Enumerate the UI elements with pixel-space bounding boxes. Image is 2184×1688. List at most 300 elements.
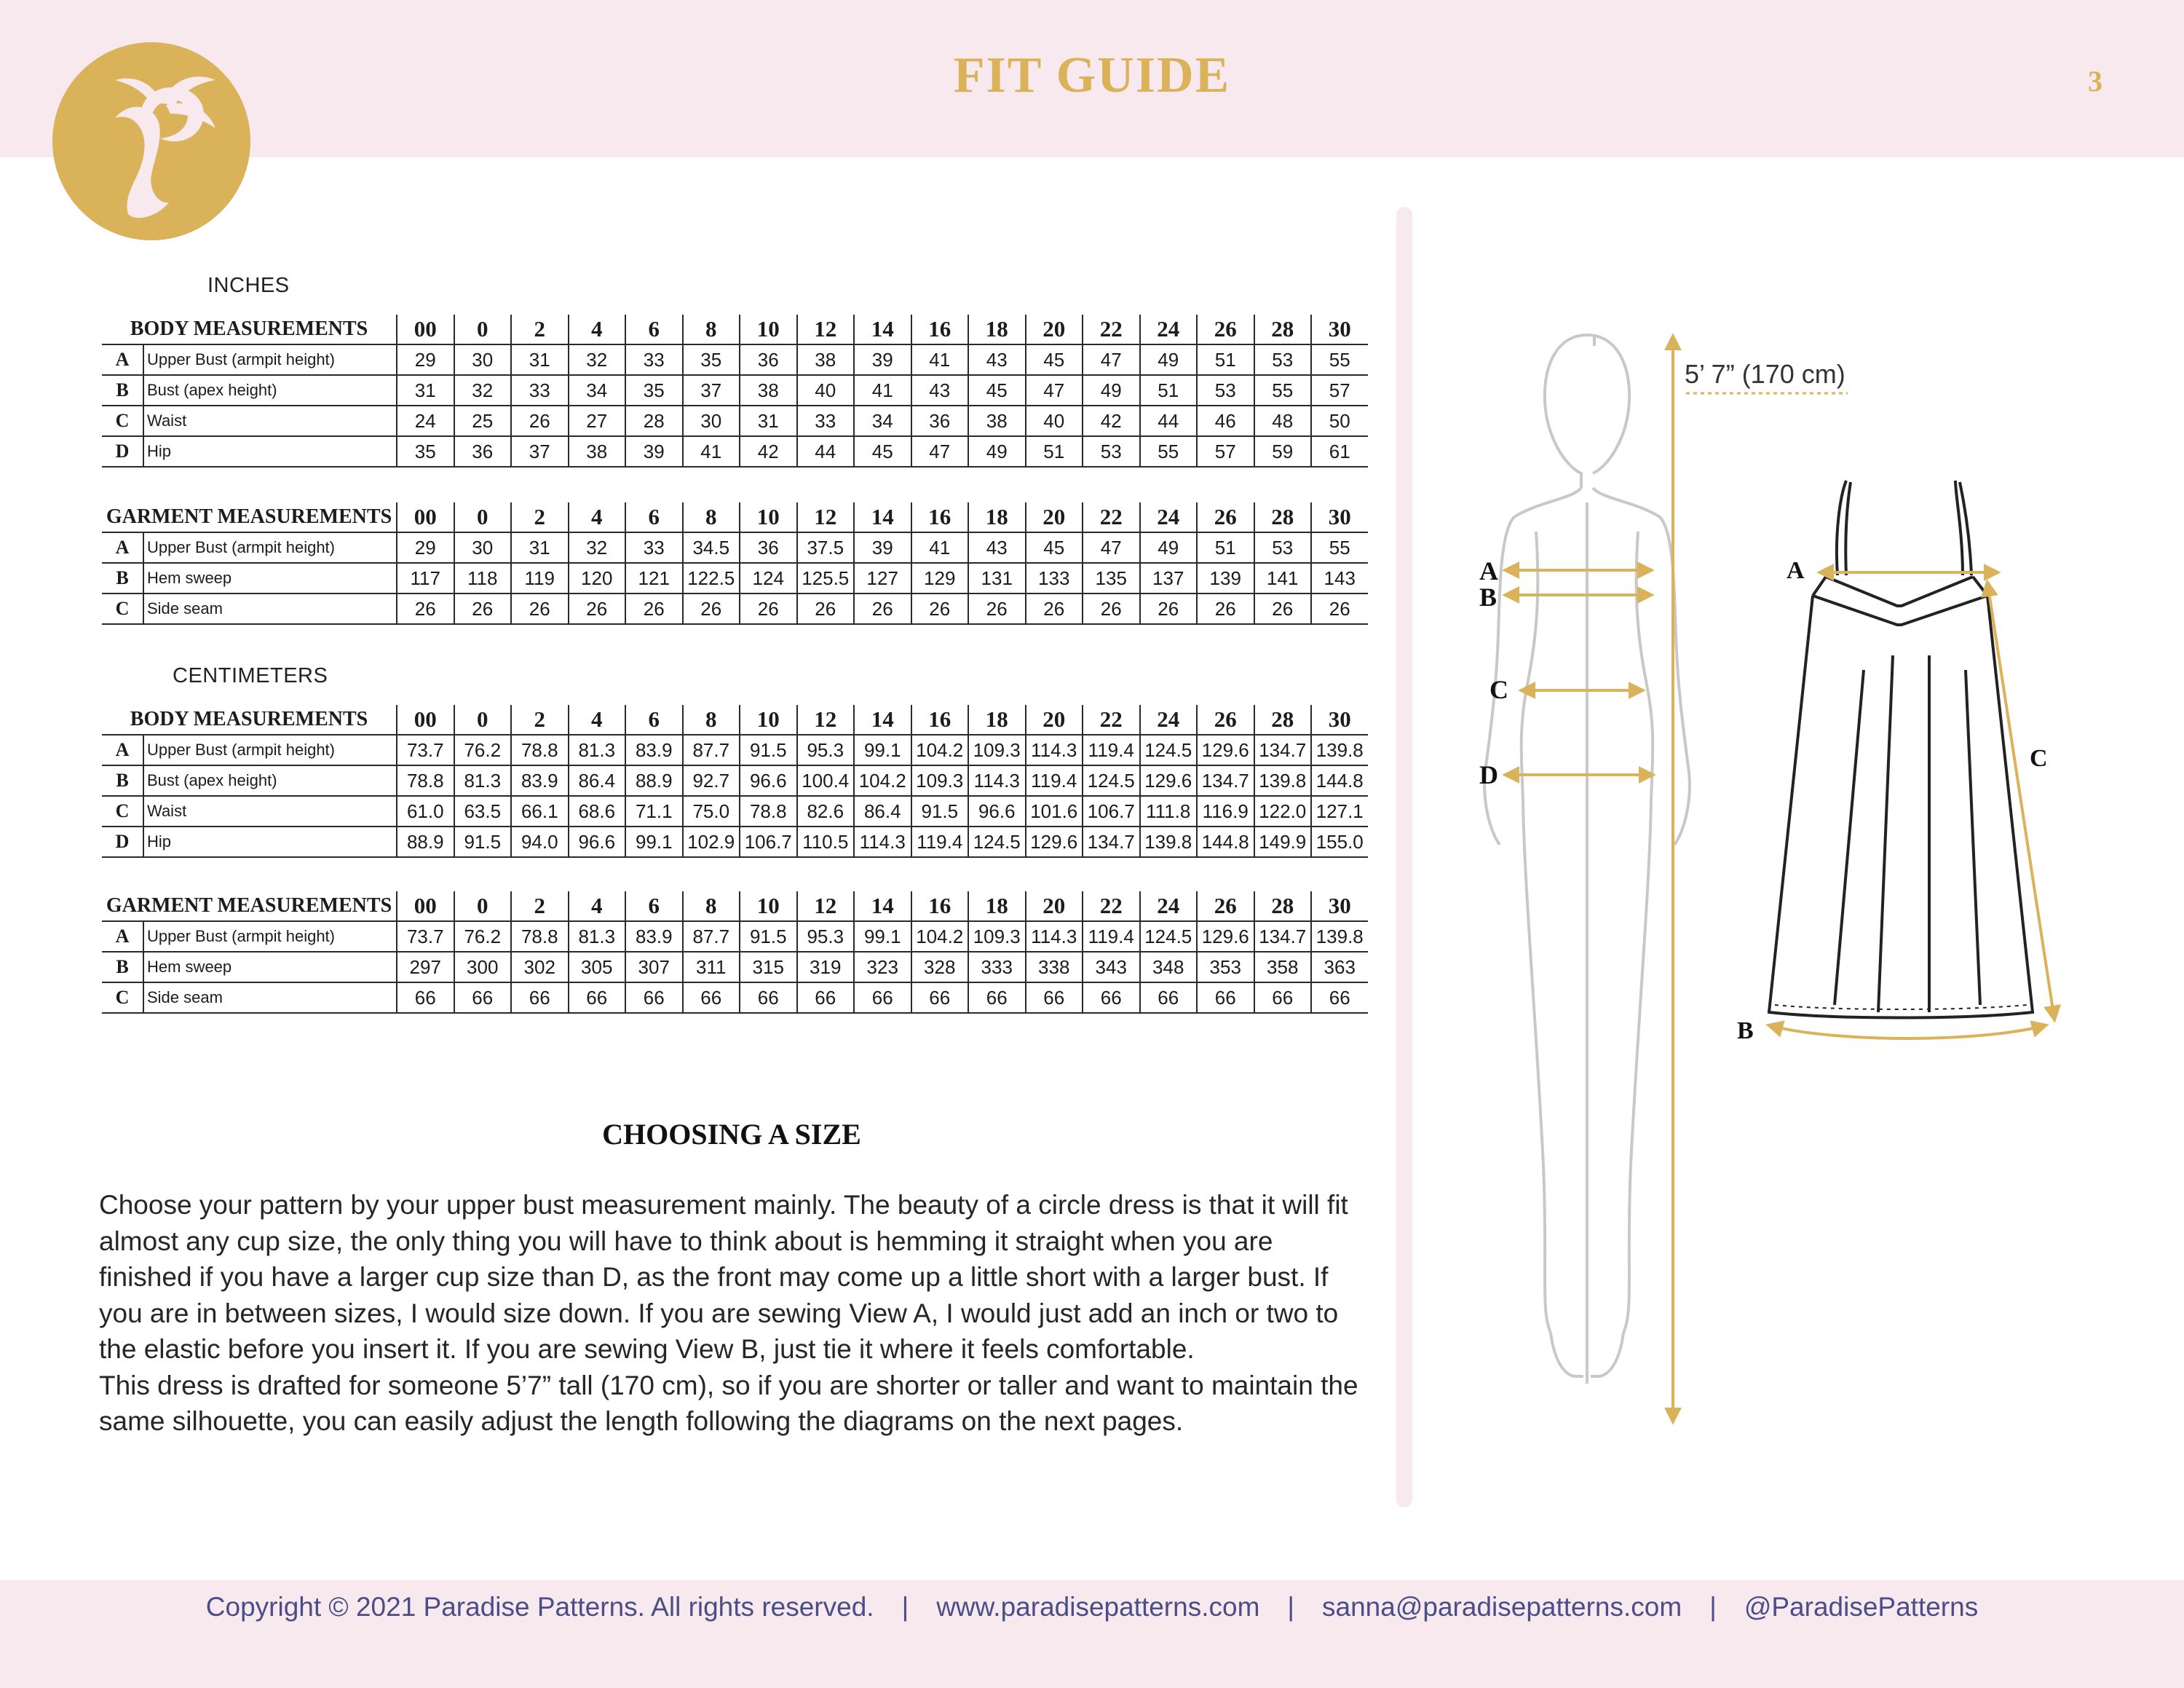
measurement-value: 26 [397, 593, 454, 624]
page-number: 3 [2088, 65, 2102, 98]
size-header: 22 [1083, 705, 1140, 735]
table-header-row [102, 705, 1368, 735]
measurement-value: 134.7 [1197, 765, 1254, 796]
measurement-value: 53 [1254, 532, 1312, 563]
size-header: 30 [1311, 891, 1368, 921]
measurement-value: 32 [454, 375, 512, 406]
measurement-value: 66 [854, 982, 911, 1013]
measurement-value: 53 [1197, 375, 1254, 406]
measurement-value: 81.3 [569, 735, 626, 765]
measurement-value: 47 [911, 436, 969, 467]
size-header: 12 [797, 315, 855, 344]
choosing-size-title: CHOOSING A SIZE [602, 1118, 861, 1151]
measurement-value: 66.1 [511, 796, 569, 827]
measurement-value: 57 [1197, 436, 1254, 467]
measurement-value: 66 [1026, 982, 1083, 1013]
measurement-name: Side seam [143, 593, 397, 624]
measurement-value: 141 [1254, 563, 1312, 593]
measurement-value: 36 [454, 436, 512, 467]
measurement-value: 61 [1311, 436, 1368, 467]
size-header: 28 [1254, 315, 1312, 344]
measurement-value: 81.3 [454, 765, 512, 796]
table-title: GARMENT MEASUREMENTS [102, 502, 397, 532]
measurement-value: 343 [1083, 952, 1140, 982]
measurement-value: 83.9 [511, 765, 569, 796]
size-header: 16 [911, 705, 969, 735]
measurement-value: 44 [797, 436, 855, 467]
measurement-value: 39 [854, 532, 911, 563]
measurement-value: 76.2 [454, 921, 512, 952]
size-header: 22 [1083, 502, 1140, 532]
measurement-value: 99.1 [854, 921, 911, 952]
measurement-value: 300 [454, 952, 512, 982]
measurement-value: 51 [1197, 532, 1254, 563]
height-label: 5’ 7” (170 cm) [1685, 359, 1845, 389]
measurement-value: 29 [397, 344, 454, 375]
measurement-value: 109.3 [911, 765, 969, 796]
measurement-value: 78.8 [511, 735, 569, 765]
measurement-value: 75.0 [683, 796, 740, 827]
measurement-value: 319 [797, 952, 855, 982]
measurement-value: 82.6 [797, 796, 855, 827]
measurement-value: 348 [1140, 952, 1198, 982]
measurement-name: Upper Bust (armpit height) [143, 532, 397, 563]
row-letter: A [102, 532, 143, 563]
measurement-value: 66 [625, 982, 683, 1013]
measurement-value: 117 [397, 563, 454, 593]
measurement-value: 42 [1083, 406, 1140, 436]
measurement-value: 114.3 [854, 827, 911, 857]
measurement-name: Side seam [143, 982, 397, 1013]
size-header: 0 [454, 502, 512, 532]
measurement-value: 96.6 [740, 765, 797, 796]
measurement-value: 37 [511, 436, 569, 467]
row-letter: C [102, 406, 143, 436]
table-row [102, 375, 1368, 406]
measurement-value: 49 [1140, 344, 1198, 375]
measurement-value: 104.2 [854, 765, 911, 796]
measurement-value: 57 [1311, 375, 1368, 406]
measurement-value: 127.1 [1311, 796, 1368, 827]
size-header: 26 [1197, 705, 1254, 735]
measurement-value: 46 [1197, 406, 1254, 436]
size-header: 30 [1311, 705, 1368, 735]
measurement-value: 43 [911, 375, 969, 406]
size-header: 12 [797, 705, 855, 735]
size-header: 10 [740, 315, 797, 344]
measurement-value: 35 [683, 344, 740, 375]
measurement-value: 45 [968, 375, 1026, 406]
row-letter: A [102, 344, 143, 375]
measurement-value: 55 [1140, 436, 1198, 467]
measurement-value: 36 [740, 344, 797, 375]
size-header: 2 [511, 502, 569, 532]
size-header: 4 [569, 705, 626, 735]
row-letter: B [102, 765, 143, 796]
measurement-value: 55 [1311, 344, 1368, 375]
measurement-value: 51 [1140, 375, 1198, 406]
measurement-value: 114.3 [1026, 735, 1083, 765]
size-header: 8 [683, 891, 740, 921]
inches-garment-table [102, 502, 1368, 625]
measurement-value: 83.9 [625, 735, 683, 765]
measurement-value: 41 [683, 436, 740, 467]
body-measure-lines [1506, 570, 1653, 775]
table-row [102, 827, 1368, 857]
table-row [102, 593, 1368, 624]
size-header: 8 [683, 705, 740, 735]
measurement-value: 48 [1254, 406, 1312, 436]
measurement-value: 35 [625, 375, 683, 406]
cm-garment-table [102, 891, 1368, 1014]
measurement-value: 49 [1083, 375, 1140, 406]
row-letter: B [102, 563, 143, 593]
measurement-value: 26 [1197, 593, 1254, 624]
measurement-value: 38 [797, 344, 855, 375]
size-header: 00 [397, 315, 454, 344]
measurement-value: 49 [1140, 532, 1198, 563]
measurement-value: 106.7 [1083, 796, 1140, 827]
measurement-value: 83.9 [625, 921, 683, 952]
measurement-value: 92.7 [683, 765, 740, 796]
cm-body-table [102, 705, 1368, 858]
footer-separator: | [1709, 1592, 1717, 1622]
size-header: 14 [854, 705, 911, 735]
measurement-name: Bust (apex height) [143, 375, 397, 406]
measurement-value: 119.4 [911, 827, 969, 857]
measurement-value: 39 [854, 344, 911, 375]
measurement-value: 311 [683, 952, 740, 982]
row-letter: A [102, 735, 143, 765]
measurement-value: 30 [454, 532, 512, 563]
measurement-value: 59 [1254, 436, 1312, 467]
social-handle[interactable]: @ParadisePatterns [1744, 1592, 1979, 1622]
measurement-name: Hem sweep [143, 563, 397, 593]
measurement-name: Upper Bust (armpit height) [143, 735, 397, 765]
measurement-value: 104.2 [911, 921, 969, 952]
measurement-value: 114.3 [968, 765, 1026, 796]
measurement-value: 99.1 [625, 827, 683, 857]
measurement-value: 66 [1083, 982, 1140, 1013]
measurement-value: 119.4 [1026, 765, 1083, 796]
table-row [102, 532, 1368, 563]
size-header: 16 [911, 891, 969, 921]
dress-measure-labels [1737, 557, 2048, 1044]
measurement-value: 133 [1026, 563, 1083, 593]
measurement-value: 66 [797, 982, 855, 1013]
measurement-value: 86.4 [854, 796, 911, 827]
measurement-value: 31 [511, 532, 569, 563]
size-header: 8 [683, 315, 740, 344]
size-header: 26 [1197, 891, 1254, 921]
measurement-value: 124.5 [1083, 765, 1140, 796]
measurement-name: Hem sweep [143, 952, 397, 982]
size-header: 10 [740, 891, 797, 921]
measurement-value: 87.7 [683, 921, 740, 952]
measurement-value: 26 [797, 593, 855, 624]
measurement-value: 122.5 [683, 563, 740, 593]
measurement-value: 78.8 [397, 765, 454, 796]
measurement-value: 26 [1311, 593, 1368, 624]
measurement-value: 31 [740, 406, 797, 436]
measurement-value: 119.4 [1083, 735, 1140, 765]
size-header: 0 [454, 891, 512, 921]
inches-label: INCHES [207, 274, 290, 297]
measurement-value: 37 [683, 375, 740, 406]
measurement-value: 31 [397, 375, 454, 406]
measurement-value: 100.4 [797, 765, 855, 796]
measurement-value: 94.0 [511, 827, 569, 857]
table-row [102, 796, 1368, 827]
size-header: 26 [1197, 502, 1254, 532]
measurement-value: 26 [1026, 593, 1083, 624]
size-header: 24 [1140, 891, 1198, 921]
measurement-value: 358 [1254, 952, 1312, 982]
measurement-value: 76.2 [454, 735, 512, 765]
measurement-value: 26 [968, 593, 1026, 624]
measurement-value: 134.7 [1254, 921, 1312, 952]
height-measure [1673, 336, 1848, 1421]
measurement-value: 27 [569, 406, 626, 436]
measurement-value: 149.9 [1254, 827, 1312, 857]
fit-diagram [1427, 291, 2155, 1456]
measurement-name: Hip [143, 827, 397, 857]
table-row [102, 735, 1368, 765]
size-header: 22 [1083, 315, 1140, 344]
table-title: BODY MEASUREMENTS [102, 315, 397, 344]
measurement-value: 91.5 [911, 796, 969, 827]
measurement-value: 26 [511, 406, 569, 436]
measurement-value: 26 [740, 593, 797, 624]
measurement-value: 45 [1026, 532, 1083, 563]
size-header: 12 [797, 502, 855, 532]
row-letter: C [102, 593, 143, 624]
measurement-value: 38 [740, 375, 797, 406]
size-header: 10 [740, 705, 797, 735]
measurement-value: 119 [511, 563, 569, 593]
size-header: 12 [797, 891, 855, 921]
body-label-b: B [1479, 583, 1497, 612]
size-header: 14 [854, 891, 911, 921]
measurement-value: 88.9 [625, 765, 683, 796]
dress-label-b: B [1737, 1017, 1754, 1044]
measurement-value: 66 [683, 982, 740, 1013]
size-header: 28 [1254, 891, 1312, 921]
size-header: 20 [1026, 315, 1083, 344]
measurement-value: 34.5 [683, 532, 740, 563]
measurement-value: 42 [740, 436, 797, 467]
measurement-value: 26 [911, 593, 969, 624]
measurement-value: 29 [397, 532, 454, 563]
measurement-value: 122.0 [1254, 796, 1312, 827]
measurement-value: 91.5 [740, 921, 797, 952]
body-measure-labels [1479, 556, 1508, 789]
size-header: 18 [968, 705, 1026, 735]
measurement-value: 111.8 [1140, 796, 1198, 827]
centimeters-label: CENTIMETERS [173, 664, 328, 687]
size-header: 18 [968, 315, 1026, 344]
measurement-value: 44 [1140, 406, 1198, 436]
measurement-value: 106.7 [740, 827, 797, 857]
row-letter: D [102, 436, 143, 467]
measurement-value: 139.8 [1254, 765, 1312, 796]
paragraph: Choose your pattern by your upper bust measurement mainly. The beauty of a circle dress is that it will fit almost any cup size, the only thing you will have to think about is hemming it straight when you are finished if you have a larger cup size than D, as the front may come up a little short with a larger bust. If you are in between sizes, I would size down. If you are sewing View A, I would just add an inch or two to the elastic before you insert it. If you are sewing View B, just tie it where it feels comfortable. [99, 1190, 1348, 1364]
measurement-value: 135 [1083, 563, 1140, 593]
measurement-value: 124.5 [968, 827, 1026, 857]
measurement-value: 66 [1254, 982, 1312, 1013]
size-header: 4 [569, 891, 626, 921]
measurement-value: 71.1 [625, 796, 683, 827]
body-label-c: C [1489, 675, 1508, 704]
row-letter: C [102, 982, 143, 1013]
measurement-value: 143 [1311, 563, 1368, 593]
table-title: GARMENT MEASUREMENTS [102, 891, 397, 921]
measurement-value: 66 [1197, 982, 1254, 1013]
measurement-value: 35 [397, 436, 454, 467]
measurement-value: 32 [569, 344, 626, 375]
measurement-value: 144.8 [1197, 827, 1254, 857]
measurement-value: 45 [1026, 344, 1083, 375]
dress-label-c: C [2030, 745, 2048, 772]
measurement-value: 30 [454, 344, 512, 375]
website-link[interactable]: www.paradisepatterns.com [936, 1592, 1260, 1622]
measurement-value: 139.8 [1311, 921, 1368, 952]
size-header: 6 [625, 891, 683, 921]
size-header: 4 [569, 502, 626, 532]
measurement-value: 95.3 [797, 921, 855, 952]
measurement-value: 78.8 [740, 796, 797, 827]
measurement-value: 38 [968, 406, 1026, 436]
measurement-value: 129.6 [1197, 735, 1254, 765]
measurement-value: 50 [1311, 406, 1368, 436]
measurement-value: 139.8 [1140, 827, 1198, 857]
measurement-value: 328 [911, 952, 969, 982]
table-header-row [102, 315, 1368, 344]
measurement-value: 91.5 [740, 735, 797, 765]
measurement-value: 124 [740, 563, 797, 593]
measurement-value: 96.6 [569, 827, 626, 857]
measurement-value: 47 [1083, 344, 1140, 375]
table-row [102, 436, 1368, 467]
measurement-value: 43 [968, 344, 1026, 375]
measurement-value: 36 [911, 406, 969, 436]
measurement-value: 47 [1083, 532, 1140, 563]
measurement-value: 43 [968, 532, 1026, 563]
measurement-value: 338 [1026, 952, 1083, 982]
measurement-value: 95.3 [797, 735, 855, 765]
copyright-text: Copyright © 2021 Paradise Patterns. All rights reserved. [205, 1592, 874, 1622]
measurement-value: 39 [625, 436, 683, 467]
measurement-value: 78.8 [511, 921, 569, 952]
size-header: 0 [454, 315, 512, 344]
size-header: 14 [854, 502, 911, 532]
size-header: 6 [625, 315, 683, 344]
size-header: 16 [911, 502, 969, 532]
size-header: 2 [511, 315, 569, 344]
measurement-value: 333 [968, 952, 1026, 982]
measurement-value: 41 [911, 344, 969, 375]
table-row [102, 982, 1368, 1013]
measurement-value: 33 [511, 375, 569, 406]
measurement-value: 129.6 [1197, 921, 1254, 952]
measurement-value: 109.3 [968, 735, 1026, 765]
measurement-name: Bust (apex height) [143, 765, 397, 796]
measurement-value: 34 [569, 375, 626, 406]
measurement-value: 129.6 [1140, 765, 1198, 796]
measurement-value: 40 [1026, 406, 1083, 436]
size-header: 2 [511, 891, 569, 921]
size-header: 18 [968, 891, 1026, 921]
row-letter: D [102, 827, 143, 857]
measurement-value: 66 [740, 982, 797, 1013]
row-letter: C [102, 796, 143, 827]
measurement-value: 144.8 [1311, 765, 1368, 796]
measurement-value: 26 [511, 593, 569, 624]
measurement-value: 102.9 [683, 827, 740, 857]
measurement-name: Hip [143, 436, 397, 467]
measurement-value: 26 [683, 593, 740, 624]
measurement-value: 124.5 [1140, 921, 1198, 952]
size-header: 24 [1140, 315, 1198, 344]
table-header-row [102, 502, 1368, 532]
measurement-value: 26 [569, 593, 626, 624]
measurement-value: 104.2 [911, 735, 969, 765]
measurement-value: 33 [797, 406, 855, 436]
measurement-value: 30 [683, 406, 740, 436]
size-header: 6 [625, 705, 683, 735]
footer-separator: | [901, 1592, 909, 1622]
size-header: 14 [854, 315, 911, 344]
email-link[interactable]: sanna@paradisepatterns.com [1322, 1592, 1682, 1622]
measurement-value: 55 [1311, 532, 1368, 563]
measurement-value: 25 [454, 406, 512, 436]
measurement-value: 129.6 [1026, 827, 1083, 857]
measurement-value: 88.9 [397, 827, 454, 857]
size-header: 4 [569, 315, 626, 344]
measurement-value: 26 [454, 593, 512, 624]
measurement-value: 61.0 [397, 796, 454, 827]
size-header: 24 [1140, 705, 1198, 735]
measurement-value: 363 [1311, 952, 1368, 982]
size-header: 8 [683, 502, 740, 532]
measurement-value: 36 [740, 532, 797, 563]
measurement-value: 114.3 [1026, 921, 1083, 952]
measurement-value: 81.3 [569, 921, 626, 952]
size-header: 00 [397, 891, 454, 921]
measurement-value: 109.3 [968, 921, 1026, 952]
paragraph: This dress is drafted for someone 5’7” tall (170 cm), so if you are shorter or taller and want to maintain the same silhouette, you can easily adjust the length following the diagrams on the next pages. [99, 1370, 1358, 1436]
measurement-value: 63.5 [454, 796, 512, 827]
choosing-size-text [99, 1187, 1366, 1440]
table-row [102, 765, 1368, 796]
measurement-value: 26 [1140, 593, 1198, 624]
table-row [102, 921, 1368, 952]
measurement-value: 127 [854, 563, 911, 593]
measurement-value: 33 [625, 344, 683, 375]
measurement-value: 315 [740, 952, 797, 982]
measurement-value: 51 [1197, 344, 1254, 375]
measurement-name: Upper Bust (armpit height) [143, 921, 397, 952]
measurement-value: 66 [511, 982, 569, 1013]
measurement-value: 66 [968, 982, 1026, 1013]
table-title: BODY MEASUREMENTS [102, 705, 397, 735]
dress-label-a: A [1787, 557, 1805, 584]
measurement-value: 99.1 [854, 735, 911, 765]
size-header: 26 [1197, 315, 1254, 344]
measurement-value: 26 [1254, 593, 1312, 624]
measurement-value: 40 [797, 375, 855, 406]
measurement-value: 119.4 [1083, 921, 1140, 952]
